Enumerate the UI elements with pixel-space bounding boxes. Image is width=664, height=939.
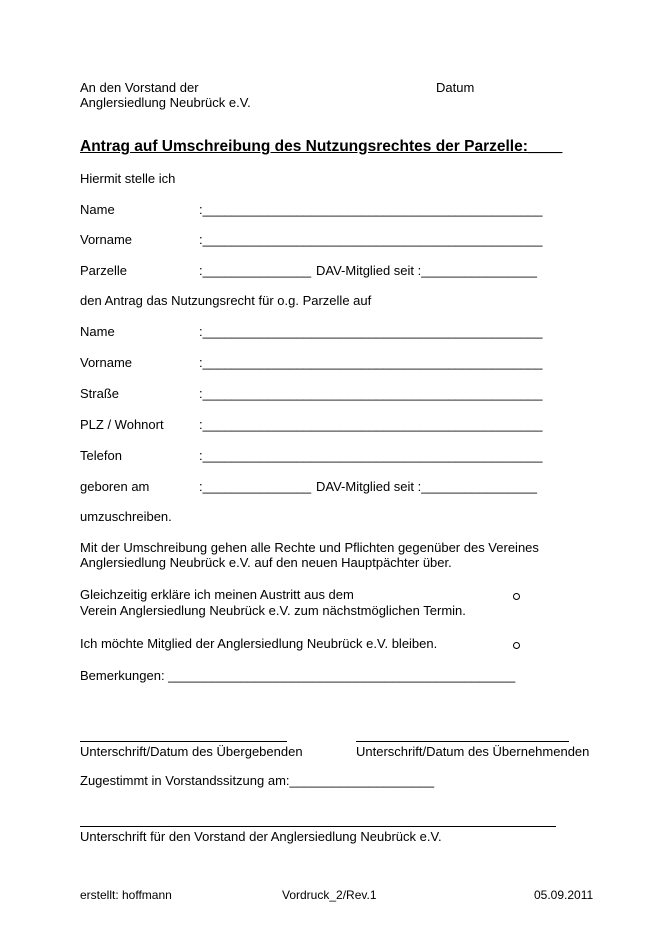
footer-date: 05.09.2011 [534, 888, 594, 902]
transfer-text: den Antrag das Nutzungsrecht für o.g. Parzelle auf [80, 293, 372, 308]
footer-form-id: Vordruck_2/Rev.1 [282, 888, 377, 902]
rights-text-line-1: Mit der Umschreibung gehen alle Rechte und Pflichten gegenüber des Vereines [80, 540, 539, 555]
recipient-dav-field[interactable]: DAV-Mitglied seit :________________ [316, 479, 537, 494]
recipient-plz-label: PLZ / Wohnort [80, 417, 164, 432]
recipient-name-field[interactable]: :_______________________________________________ [199, 324, 543, 339]
left-signature-label: Unterschrift/Datum des Übergebenden [80, 744, 303, 759]
recipient-telefon-label: Telefon [80, 448, 122, 463]
rights-text-line-2: Anglersiedlung Neubrück e.V. auf den neuen Hauptpächter über. [80, 555, 452, 570]
board-signature-label: Unterschrift für den Vorstand der Anglersiedlung Neubrück e.V. [80, 829, 442, 844]
date-label: Datum [436, 80, 475, 95]
umzuschreiben-text: umzuschreiben. [80, 509, 172, 524]
applicant-parzelle-field[interactable]: :_______________ [199, 263, 312, 278]
recipient-plz-field[interactable]: :_______________________________________________ [199, 417, 543, 432]
applicant-name-field[interactable]: :_______________________________________________ [199, 202, 543, 217]
form-title: Antrag auf Umschreibung des Nutzungsrechtes der Parzelle:____ [80, 138, 563, 155]
board-signature-line[interactable] [80, 826, 556, 827]
recipient-geboren-field[interactable]: :_______________ [199, 479, 312, 494]
recipient-geboren-label: geboren am [80, 479, 150, 494]
option-mitglied-text: Ich möchte Mitglied der Anglersiedlung Neubrück e.V. bleiben. [80, 636, 438, 651]
left-signature-line[interactable] [80, 741, 287, 742]
option-austritt-line-2: Verein Anglersiedlung Neubrück e.V. zum nächstmöglichen Termin. [80, 603, 466, 618]
applicant-parzelle-label: Parzelle [80, 263, 127, 278]
recipient-line-1: An den Vorstand der [80, 80, 199, 95]
footer-author: erstellt: hoffmann [80, 888, 172, 902]
recipient-strasse-label: Straße [80, 386, 120, 401]
recipient-vorname-field[interactable]: :_______________________________________________ [199, 355, 543, 370]
right-signature-line[interactable] [356, 741, 569, 742]
right-signature-label: Unterschrift/Datum des Übernehmenden [356, 744, 590, 759]
recipient-vorname-label: Vorname [80, 355, 133, 370]
applicant-vorname-label: Vorname [80, 232, 133, 247]
board-approval-field[interactable]: Zugestimmt in Vorstandssitzung am:____________________ [80, 773, 435, 788]
applicant-dav-field[interactable]: DAV-Mitglied seit :________________ [316, 263, 537, 278]
recipient-telefon-field[interactable]: :_______________________________________________ [199, 448, 543, 463]
austritt-checkbox[interactable] [513, 593, 520, 600]
mitglied-checkbox[interactable] [513, 642, 520, 649]
recipient-strasse-field[interactable]: :_______________________________________________ [199, 386, 543, 401]
recipient-name-label: Name [80, 324, 115, 339]
option-austritt-line-1: Gleichzeitig erkläre ich meinen Austritt aus dem [80, 587, 354, 602]
recipient-line-2: Anglersiedlung Neubrück e.V. [80, 95, 251, 110]
remarks-field[interactable]: Bemerkungen: ________________________________________________ [80, 668, 516, 683]
intro-text: Hiermit stelle ich [80, 171, 176, 186]
applicant-vorname-field[interactable]: :_______________________________________________ [199, 232, 543, 247]
applicant-name-label: Name [80, 202, 115, 217]
